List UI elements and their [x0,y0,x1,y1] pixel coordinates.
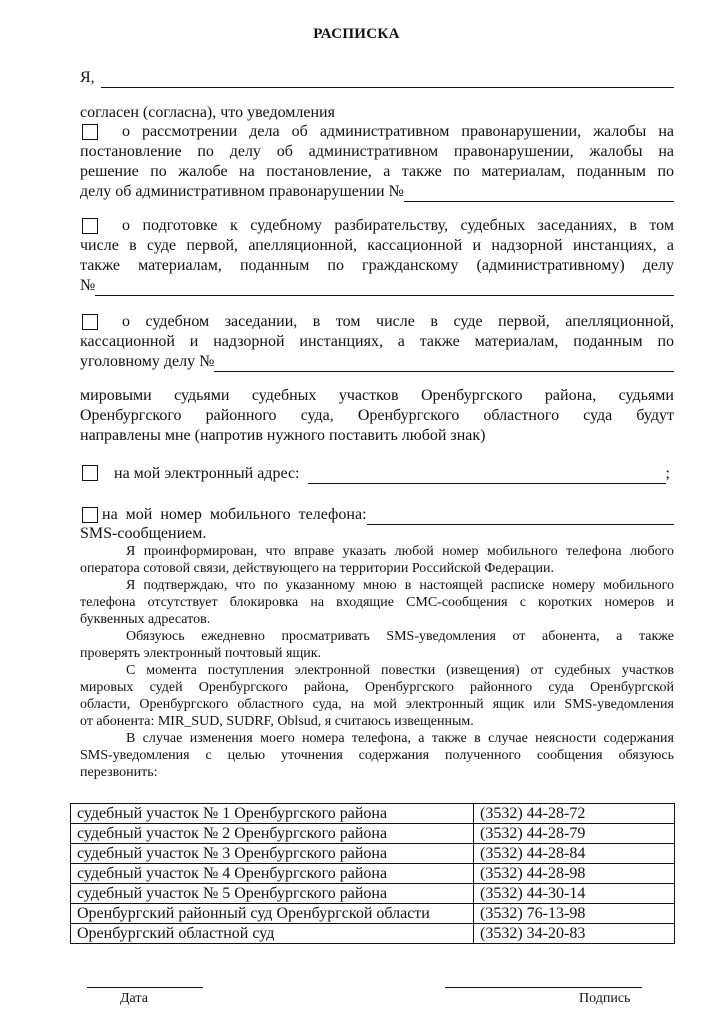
option-admin-line: постановление по делу об административном правонарушении, жалобы на [80,143,674,160]
agree-text: согласен (согласна), что уведомления [80,104,335,121]
table-row [71,804,675,824]
court-phone: (3532) 44-28-79 [474,824,675,844]
name-row [80,68,674,88]
option-civil-line: № [80,277,96,294]
term-informed [80,543,674,577]
date-label: Дата [120,991,148,1006]
date-field[interactable] [87,986,203,988]
court-phone: (3532) 76-13-98 [474,904,675,924]
table-row [71,824,675,844]
courts-line: направлены мне (напротив нужного поставить любой знак) [80,427,486,444]
option-civil-line: о подготовке к судебному разбирательству, судебных заседаниях, в том [122,217,674,234]
phone-label: на мой номер мобильного телефона: [102,506,367,523]
phone-row [102,505,674,525]
term-line: буквенных адресатов. [80,612,211,627]
option-admin-case-row [80,182,674,202]
court-name: судебный участок № 3 Оренбургского района [71,844,474,864]
court-name: судебный участок № 5 Оренбургского района [71,884,474,904]
term-line: Обязуюсь ежедневно просматривать SMS-уведомления от абонента, а также [126,629,674,644]
email-row [114,464,670,484]
term-line: мировых судей Оренбургского района, Оренбургского районного суда Оренбургской [80,680,674,695]
court-phone: (3532) 34-20-83 [474,924,675,944]
option-criminal-line: кассационной и надзорной инстанциях, а также материалам, поданным по [80,333,674,350]
court-name: судебный участок № 2 Оренбургского района [71,824,474,844]
full-name-field[interactable] [101,73,674,88]
term-line: телефона отсутствует блокировка на входящие СМС-сообщения с коротких номеров и [80,595,674,610]
sms-suffix: SMS-сообщением. [80,525,207,542]
option-criminal [80,312,674,372]
email-suffix: ; [665,465,670,482]
court-name: судебный участок № 1 Оренбургского района [71,804,474,824]
term-line: Я проинформирован, что вправе указать любой номер мобильного телефона любого [126,544,674,559]
signature-field[interactable] [445,986,642,988]
court-phone: (3532) 44-28-72 [474,804,675,824]
table-row [71,864,675,884]
table-row [71,884,675,904]
option-criminal-line: уголовному делу № [80,353,215,370]
court-name: Оренбургский районный суд Оренбургской области [71,904,474,924]
table-row [71,844,675,864]
table-row [71,924,675,944]
civil-case-number-field[interactable] [95,281,674,296]
term-line: области, Оренбургского областного суда, на мой электронный ящик или SMS-уведомления [80,697,674,712]
name-prefix: Я, [80,69,95,86]
courts-paragraph [80,386,674,446]
term-line: SMS-уведомления с целью уточнения содержания полученного сообщения обязуюсь [80,748,674,763]
phone-checkbox[interactable] [82,507,98,523]
contacts-table [70,803,675,944]
court-phone: (3532) 44-28-84 [474,844,675,864]
term-line: Я подтверждаю, что по указанному мною в настоящей расписке номеру мобильного [126,578,674,593]
option-criminal-line: о судебном заседании, в том числе в суде первой, апелляционной, [122,313,674,330]
term-notified [80,662,674,730]
term-line: проверять электронный почтовый ящик. [80,646,322,661]
criminal-case-number-field[interactable] [214,357,674,372]
court-name: Оренбургский областной суд [71,924,474,944]
option-admin-line: делу об административном правонарушении № [80,183,404,200]
phone-field[interactable] [367,510,674,525]
option-civil-case-row [80,276,674,296]
admin-case-number-field[interactable] [404,187,674,202]
option-admin-line: о рассмотрении дела об административном правонарушении, жалобы на [122,123,674,140]
option-civil-line: также материалам, поданным по гражданскому (административному) делу [80,257,674,274]
term-line: перезвонить: [80,765,158,780]
court-phone: (3532) 44-30-14 [474,884,675,904]
email-checkbox[interactable] [82,465,98,481]
option-civil-line: числе в суде первой, апелляционной, кассационной и надзорной инстанциях, а [80,237,674,254]
term-callback [80,730,674,781]
court-phone: (3532) 44-28-98 [474,864,675,884]
term-daily-check [80,628,674,662]
term-line: В случае изменения моего номера телефона, а также в случае неясности содержания [126,731,674,746]
courts-line: мировыми судьями судебных участков Оренбургского района, судьями [80,387,674,404]
page-title: РАСПИСКА [313,26,400,42]
option-admin-line: решение по жалобе на постановление, а также по материалам, поданным по [80,163,674,180]
signature-label: Подпись [579,991,631,1006]
term-line: С момента поступления электронной повестки (извещения) от судебных участков [126,663,674,678]
email-field[interactable] [308,469,666,484]
term-line: оператора сотовой связи, действующего на территории Российской Федерации. [80,561,554,576]
option-admin [80,122,674,202]
email-label: на мой электронный адрес: [114,465,300,482]
option-civil [80,216,674,296]
terms [80,543,674,781]
court-name: судебный участок № 4 Оренбургского района [71,864,474,884]
term-line: от абонента: MIR_SUD, SUDRF, Oblsud, я считаюсь извещенным. [80,714,474,729]
term-no-blocking [80,577,674,628]
table-row [71,904,675,924]
courts-line: Оренбургского районного суда, Оренбургского областного суда будут [80,407,674,424]
option-criminal-case-row [80,352,674,372]
